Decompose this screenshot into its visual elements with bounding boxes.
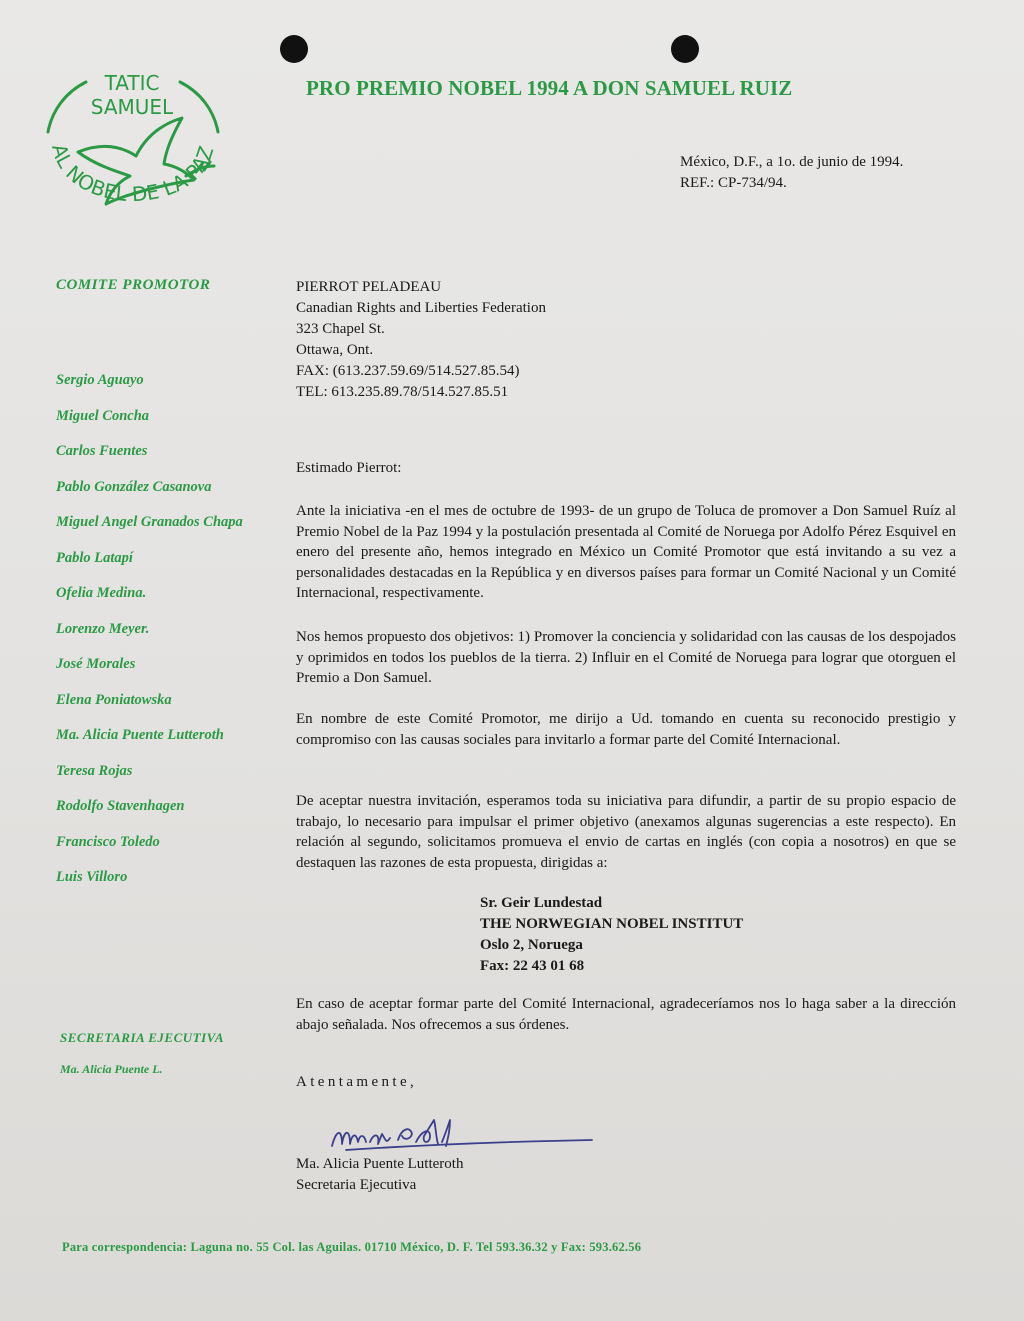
signer-title: Secretaria Ejecutiva (296, 1177, 417, 1193)
letter-date: México, D.F., a 1o. de junio de 1994. (680, 154, 904, 170)
paragraph-4: De aceptar nuestra invitación, esperamos toda su iniciativa para difundir, a partir de su propio espacio de trabajo, lo necesario para impulsar el primer objetivo (anexamos algunas sugerencias a este respecto). En relación al segundo, solicitamos promueva el envio de cartas en inglés (con copia a nosotros) en que se destaquen las razones de esta propuesta, dirigidas a: (296, 793, 956, 871)
addressee-institution: THE NORWEGIAN NOBEL INSTITUT (480, 916, 744, 932)
committee-member: Miguel Concha (56, 407, 150, 424)
committee-members-list (56, 372, 243, 905)
paragraph-3: En nombre de este Comité Promotor, me dirijo a Ud. tomando en cuenta su reconocido prestigio y compromiso con las causas sociales para invitarlo a formar parte del Comité Internacional. (296, 711, 956, 748)
secretariat-name: Ma. Alicia Puente L. (60, 1062, 163, 1076)
addressee-name: Sr. Geir Lundestad (480, 895, 603, 911)
committee-member: Ofelia Medina. (56, 585, 147, 601)
reference-number: REF.: CP-734/94. (680, 175, 787, 191)
committee-member: Pablo González Casanova (56, 478, 212, 495)
recipient-fax: FAX: (613.237.59.69/514.527.85.54) (296, 363, 520, 379)
paragraph-1: Ante la iniciativa -en el mes de octubre de 1993- de un grupo de Toluca de promover a Don Samuel Ruíz al Premio Nobel de la Paz 1994 y la postulación presentada al Comité de Noruega por Adolfo Pérez Esquivel en enero del presente año, hemos integrado en México un Comité Promotor que está invitando a su vez a personalidades destacadas en la República y en diversos países para formar un Comité Nacional y un Comité Internacional, respectivamente. (296, 503, 956, 601)
correspondence-footer: Para correspondencia: Laguna no. 55 Col. las Aguilas. 01710 México, D. F. Tel 593.36.32 y Fax: 593.62.56 (62, 1240, 642, 1254)
paragraph-2: Nos hemos propuesto dos objetivos: 1) Promover la conciencia y solidaridad con las causas de los despojados y oprimidos en todos los pueblos de la tierra. 2) Influir en el Comité de Noruega para lograr que otorguen el Premio a Don Samuel. (296, 629, 956, 686)
punch-hole-right (671, 35, 699, 63)
salutation: Estimado Pierrot: (296, 460, 402, 476)
recipient-city: Ottawa, Ont. (296, 342, 374, 358)
recipient-address-block (296, 277, 546, 403)
addressee-fax: Fax: 22 43 01 68 (480, 958, 585, 974)
nobel-campaign-logo (36, 52, 230, 248)
committee-member: Luis Villoro (56, 869, 128, 885)
addressee-city: Oslo 2, Noruega (480, 937, 583, 953)
committee-member: Teresa Rojas (56, 762, 133, 779)
committee-member: Pablo Latapí (56, 549, 133, 566)
committee-member: Elena Poniatowska (56, 691, 172, 708)
secretariat-title: SECRETARIA EJECUTIVA (60, 1030, 225, 1045)
punch-hole-left (280, 35, 308, 63)
committee-member: Rodolfo Stavenhagen (56, 798, 185, 814)
logo-arc-text: AL NOBEL DE LA PAZ (47, 141, 219, 207)
committee-member: Ma. Alicia Puente Lutteroth (56, 727, 224, 743)
signer-name: Ma. Alicia Puente Lutteroth (296, 1156, 464, 1172)
committee-member: Carlos Fuentes (56, 443, 148, 459)
committee-member: Francisco Toledo (56, 833, 160, 850)
letterhead-title: PRO PREMIO NOBEL 1994 A DON SAMUEL RUIZ (306, 76, 793, 100)
committee-member: Lorenzo Meyer. (56, 620, 150, 637)
date-reference-block (680, 152, 903, 194)
committee-member: Sergio Aguayo (56, 372, 144, 388)
committee-member: Miguel Angel Granados Chapa (56, 514, 243, 530)
recipient-name: PIERROT PELADEAU (296, 279, 442, 295)
logo-text-nobel (47, 141, 218, 206)
recipient-organization: Canadian Rights and Liberties Federation (296, 300, 546, 316)
signer-block (296, 1154, 463, 1196)
committee-member: José Morales (56, 656, 136, 672)
logo-text-samuel: SAMUEL (90, 95, 174, 119)
recipient-tel: TEL: 613.235.89.78/514.527.85.51 (296, 384, 509, 400)
closing-phrase: Atentamente, (296, 1074, 418, 1090)
logo-text-tatic: TATIC (104, 71, 160, 95)
committee-title: COMITE PROMOTOR (56, 277, 211, 293)
recipient-street: 323 Chapel St. (296, 321, 385, 337)
nobel-institute-address (480, 893, 743, 977)
paragraph-5: En caso de aceptar formar parte del Comité Internacional, agradeceríamos nos lo haga saber a la dirección abajo señalada. Nos ofrecemos a sus órdenes. (296, 996, 956, 1033)
